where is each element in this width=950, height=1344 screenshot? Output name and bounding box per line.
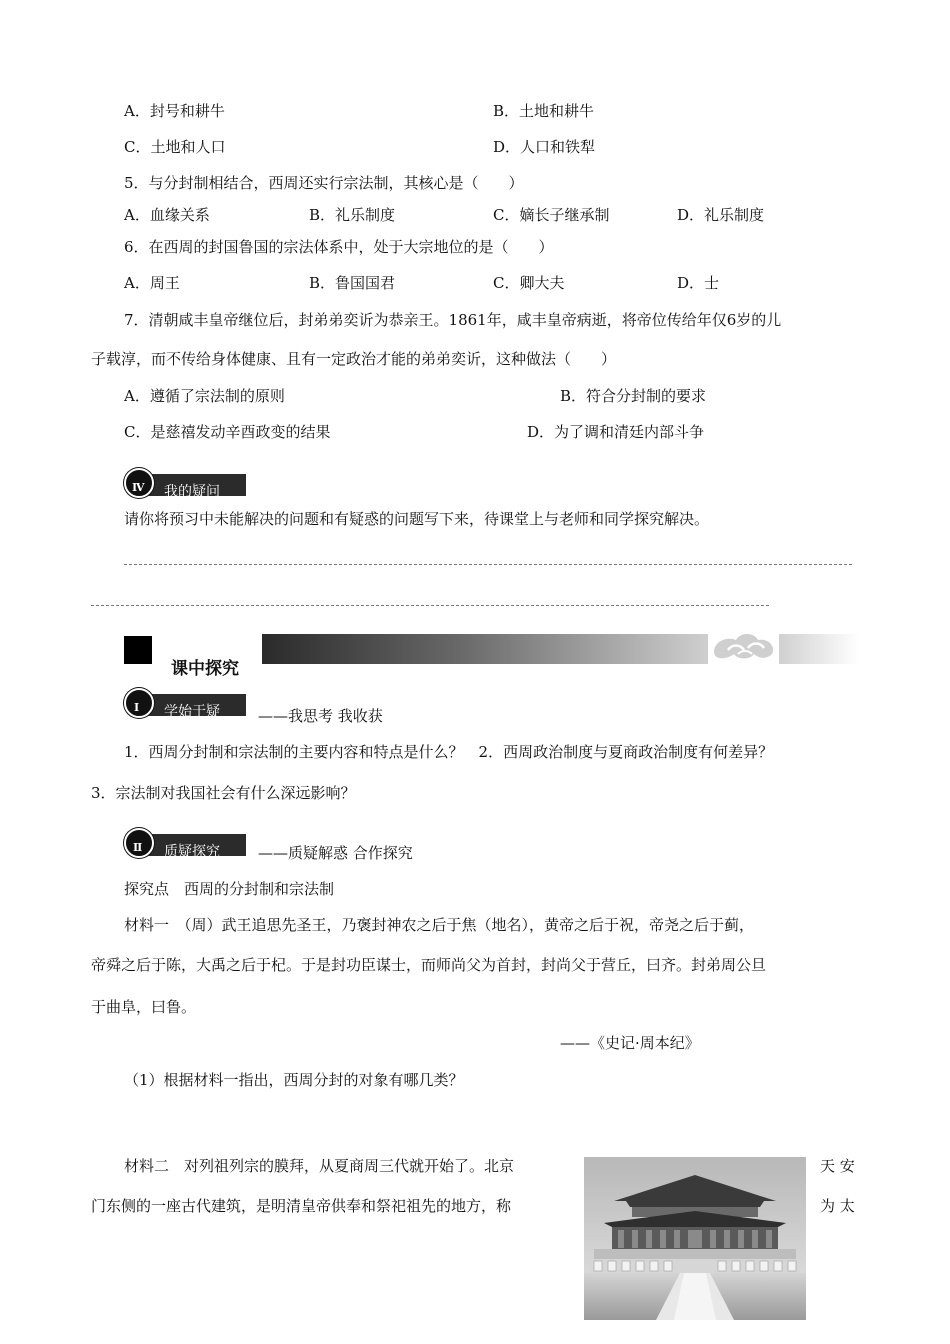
section-marker [124, 636, 152, 664]
section-title: 课中探究 [171, 659, 239, 679]
doubts-badge [124, 468, 246, 500]
ancestral-temple-photo [584, 1157, 806, 1320]
doubts-badge-number: Ⅳ [132, 481, 145, 494]
section-banner-bar [262, 634, 708, 664]
part1-question-line1: 1．西周分封制和宗法制的主要内容和特点是什么？ 2．西周政治制度与夏商政治制度有何差异？ [124, 743, 774, 761]
doubts-instruction: 请你将预习中未能解决的问题和有疑惑的问题写下来，待课堂上与老师和同学探究解决。 [124, 510, 710, 528]
answer-line-2[interactable] [91, 605, 769, 606]
part2-subtitle: ——质疑解惑 合作探究 [258, 844, 413, 862]
part1-badge-label: 学始于疑 [164, 704, 220, 720]
q4-option-b: B．土地和耕牛 [493, 102, 595, 120]
q5-option-c: C．嫡长子继承制 [493, 206, 610, 224]
q4-option-a: A．封号和耕牛 [124, 102, 225, 120]
part2-badge [124, 828, 246, 860]
material2-line2: 门东侧的一座古代建筑，是明清皇帝供奉和祭祀祖先的地方，称 [91, 1197, 512, 1215]
answer-line-1[interactable] [124, 564, 852, 565]
part2-badge-label: 质疑探究 [164, 844, 220, 860]
doubts-badge-label: 我的疑问 [164, 484, 220, 500]
q6-option-b: B．鲁国国君 [309, 274, 396, 292]
part1-badge-number: Ⅰ [134, 701, 140, 714]
q7-stem-line2: 子载淳，而不传给身体健康、且有一定政治才能的弟弟奕䜣，这种做法（ ） [91, 350, 617, 368]
section-banner-fade [779, 634, 859, 664]
q7-option-c: C．是慈禧发动辛酉政变的结果 [124, 423, 331, 441]
q7-option-b: B．符合分封制的要求 [560, 387, 707, 405]
q5-stem: 5．与分封制相结合，西周还实行宗法制，其核心是（ ） [124, 174, 524, 192]
q6-option-c: C．卿大夫 [493, 274, 565, 292]
q4-option-c: C．土地和人口 [124, 138, 226, 156]
part1-badge [124, 688, 246, 720]
q6-stem: 6．在西周的封国鲁国的宗法体系中，处于大宗地位的是（ ） [124, 238, 554, 256]
part2-question-1: （1）根据材料一指出，西周分封的对象有哪几类？ [124, 1071, 464, 1089]
part1-subtitle: ——我思考 我收获 [258, 707, 383, 725]
cloud-ornament-icon [708, 628, 778, 668]
q5-option-b: B．礼乐制度 [309, 206, 396, 224]
material1-line1: 材料一 （周）武王追思先圣王，乃褒封神农之后于焦（地名），黄帝之后于祝，帝尧之后于蓟， [124, 916, 755, 934]
material1-source: ——《史记·周本纪》 [560, 1034, 700, 1052]
q7-stem-line1: 7．清朝咸丰皇帝继位后，封弟弟奕䜣为恭亲王。1861年，咸丰皇帝病逝，将帝位传给年仅6岁的儿 [124, 311, 782, 329]
q5-option-d: D．礼乐制度 [677, 206, 765, 224]
q6-option-a: A．周王 [124, 274, 180, 292]
q5-option-a: A．血缘关系 [124, 206, 210, 224]
q7-option-a: A．遵循了宗法制的原则 [124, 387, 285, 405]
material2-line1-tail: 天 安 [820, 1157, 855, 1175]
material1-line3: 于曲阜，曰鲁。 [91, 998, 197, 1016]
part2-topic: 探究点 西周的分封制和宗法制 [124, 880, 335, 898]
material2-line1: 材料二 对列祖列宗的膜拜，从夏商周三代就开始了。北京 [124, 1157, 515, 1175]
material2-line2-tail: 为 太 [820, 1197, 855, 1215]
part1-question-line2: 3．宗法制对我国社会有什么深远影响？ [91, 784, 356, 802]
material1-line2: 帝舜之后于陈，大禹之后于杞。于是封功臣谋士，而师尚父为首封，封尚父于营丘，曰齐。封弟周公旦 [91, 956, 767, 974]
q4-option-d: D．人口和铁犁 [493, 138, 596, 156]
q6-option-d: D．士 [677, 274, 720, 292]
q7-option-d: D．为了调和清廷内部斗争 [527, 423, 705, 441]
part2-badge-number: Ⅱ [133, 841, 143, 854]
